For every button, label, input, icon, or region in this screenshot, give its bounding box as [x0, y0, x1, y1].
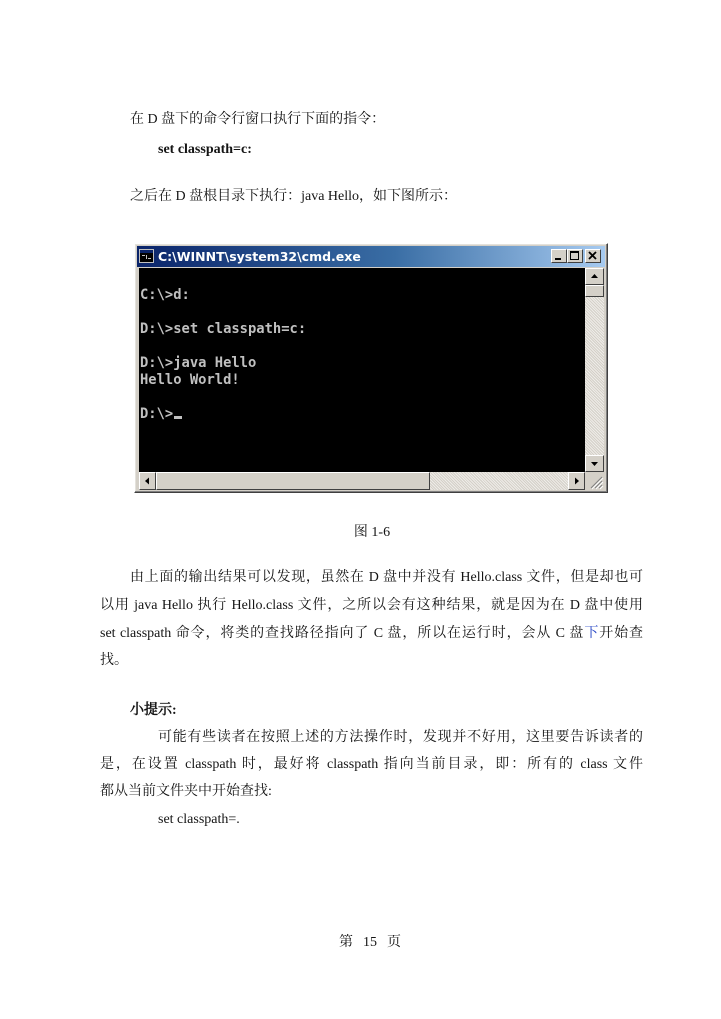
console-blank-row	[140, 389, 585, 406]
tip-line-3: 都从当前文件夹中开始查找:	[100, 784, 272, 799]
vertical-scroll-thumb[interactable]	[585, 285, 604, 297]
cmd-icon[interactable]	[139, 249, 154, 263]
maximize-icon	[568, 250, 582, 262]
explanation-line-1: 由上面的输出结果可以发现，虽然在 D 盘中并没有 Hello.class 文件，但是却也可	[130, 570, 643, 585]
console-line: D:\>java Hello	[140, 355, 257, 371]
cursor	[174, 416, 182, 419]
minimize-button[interactable]	[551, 249, 567, 263]
explanation-line-4: 找。	[100, 653, 128, 668]
scroll-up-icon	[586, 269, 603, 284]
horizontal-scroll-thumb[interactable]	[156, 472, 430, 490]
tip-line-1: 可能有些读者在按照上述的方法操作时，发现并不好用，这里要告诉读者的	[158, 730, 643, 745]
console-line: D:\>set classpath=c:	[140, 321, 307, 337]
page-footer	[320, 933, 420, 953]
resize-grip[interactable]	[585, 472, 604, 490]
console-blank-row	[140, 304, 585, 321]
vertical-scrollbar[interactable]	[585, 268, 604, 472]
command-set-classpath-c: set classpath=c:	[158, 142, 252, 157]
explanation-line-3	[100, 624, 643, 644]
scroll-down-button[interactable]	[585, 455, 604, 472]
scroll-down-icon	[586, 456, 603, 471]
scroll-right-button[interactable]	[568, 472, 585, 490]
explanation-line-3-text: set classpath 命令，将类的查找路径指向了 C 盘，所以在运行时，会从 C 盘	[100, 626, 585, 641]
console-line: Hello World!	[140, 372, 240, 388]
console-prompt-row	[140, 406, 585, 423]
minimize-icon	[552, 250, 566, 262]
console-prompt: D:\>	[140, 406, 174, 422]
figure-caption: 图 1-6	[353, 525, 391, 540]
console-line: C:\>d:	[140, 287, 190, 303]
scroll-right-icon	[569, 473, 584, 489]
scroll-left-button[interactable]	[139, 472, 156, 490]
intro-line-2: 之后在 D 盘根目录下执行：java Hello，如下图所示：	[130, 189, 458, 204]
resize-grip-icon	[585, 472, 604, 490]
console-blank-row	[140, 270, 585, 287]
console-blank-row	[140, 338, 585, 355]
highlighted-character: 下	[584, 626, 600, 641]
close-icon	[586, 250, 600, 262]
footer-suffix: 页	[387, 935, 401, 950]
explanation-line-2: 以用 java Hello 执行 Hello.class 文件，之所以会有这种结果，就是因为在 D 盘中使用	[100, 598, 643, 613]
maximize-button[interactable]	[567, 249, 583, 263]
explanation-line-3-tail: 开始查	[599, 626, 643, 641]
title-bar[interactable]	[137, 246, 605, 267]
window-title: C:\WINNT\system32\cmd.exe	[158, 249, 361, 264]
close-button[interactable]	[585, 249, 601, 263]
footer-prefix: 第	[339, 935, 353, 950]
cmd-window	[134, 243, 608, 493]
console-output[interactable]	[139, 268, 585, 472]
scroll-left-icon	[140, 473, 155, 489]
scroll-up-button[interactable]	[585, 268, 604, 285]
intro-line-1: 在 D 盘下的命令行窗口执行下面的指令：	[130, 112, 386, 127]
command-set-classpath-dot: set classpath=.	[158, 812, 240, 827]
tip-heading: 小提示:	[130, 703, 177, 718]
tip-line-2: 是，在设置 classpath 时，最好将 classpath 指向当前目录，即：所有的 class 文件	[100, 757, 643, 772]
horizontal-scrollbar[interactable]	[139, 472, 585, 490]
page-number: 15	[363, 935, 377, 950]
